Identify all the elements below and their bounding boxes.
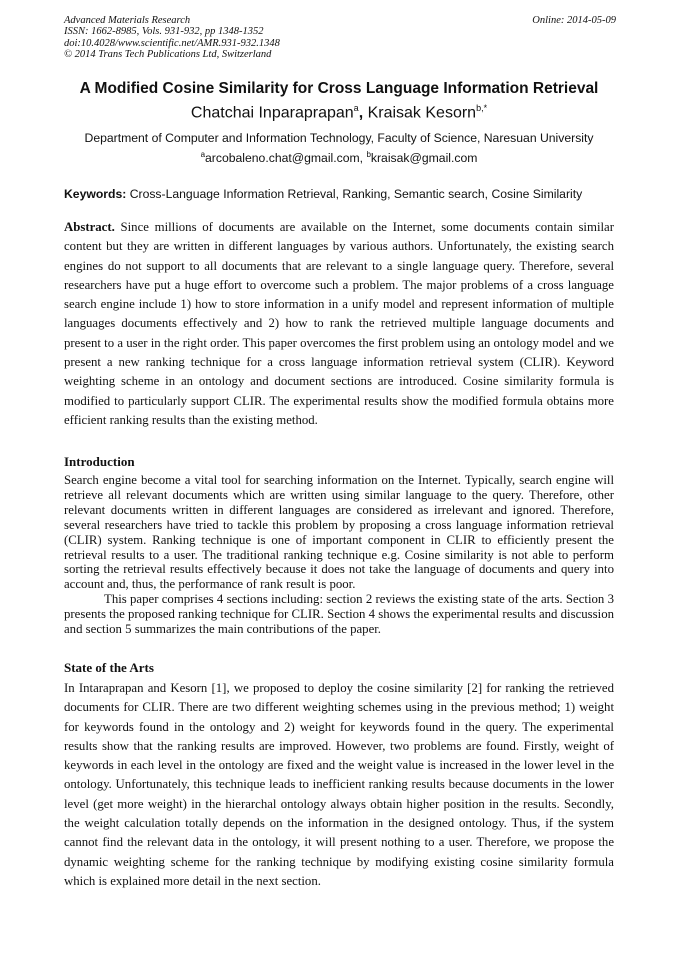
section-heading: Introduction [64, 454, 135, 469]
email-address: arcobaleno.chat@gmail.com, [205, 151, 367, 166]
email-superscript: a [200, 150, 206, 159]
email-address: kraisak@gmail.com [370, 151, 478, 166]
author-separator: , [358, 104, 368, 122]
paragraph: Search engine become a vital tool for searching information on the Internet. Typically, search engine will retrieve all relevant documents which are written using similar language to the query. Therefore, other relevant documents written in different languages are considered as irrelevant and ignored. Therefore, several researchers have tried to tackle this problem by proposing a cross language information retrieval (CLIR) system. Ranking technique is one of important component in CLIR to efficiently present the retrieval results to a user. The traditional ranking technique e.g. Cosine similarity is not able to perform sorting the retrieval results effectively because it does not take the language of documents and query into account and, thus, the performance of rank result is poor. [64, 473, 614, 592]
online-date: Online: 2014-05-09 [532, 15, 616, 26]
paper-title: A Modified Cosine Similarity for Cross Language Information Retrieval [79, 80, 599, 97]
abstract [64, 218, 614, 430]
abstract-text: Since millions of documents are available on the Internet, some documents contain similar content but they are written in different languages by various authors. Unfortunately, the existing search engines do not support to all documents that are relevant to a single language query. Therefore, several researchers have put a huge effort to overcome such a problem. The major problems of a cross language search engine include 1) how to store information in a unify model and represent information of multiple languages documents effectively and 2) how to rank the retrieved multiple language documents and present to a user in the right order. This paper overcomes the first problem using an ontology model and we present a new ranking technique for a cross language information retrieval system (CLIR). Keyword weighting scheme in an ontology and document sections are introduced. Cosine similarity formula is modified to particularly support CLIR. The experimental results show the modified formula obtains more efficient ranking results than the existing method. [64, 220, 614, 427]
author-name: Chatchai Inparaprapan [190, 104, 354, 122]
keywords-text: Cross-Language Information Retrieval, Ranking, Semantic search, Cosine Similarity [129, 187, 583, 201]
state-of-arts-body: In Intaraprapan and Kesorn [1], we proposed to deploy the cosine similarity [2] for ranking the retrieved documents for CLIR. There are two different weighting schemes using in the previous method; 1) weight for keywords found in the ontology and 2) weight for keywords found in the query. The experimental results show that the ranking results are improved. However, two problems are found. Firstly, weight of keywords in each level in the ontology are fixed and the weight value is increased in the lower level in the ontology. Unfortunately, this technique leads to inefficient ranking results because documents in the lower level (get more weight) in the hierarchal ontology always obtain higher position in the results. Secondly, the weight calculation totally depends on the information in the designed ontology. Thus, if the system cannot find the relevant data in the ontology, it will present nothing to a user. Therefore, we propose the dynamic weighting scheme for the ranking technique by modifying existing cosine similarity formula which is explained more detail in the next section. [64, 681, 614, 888]
author-superscript: a [353, 103, 359, 113]
author-superscript: b,* [476, 103, 488, 113]
introduction-body [64, 473, 614, 637]
author-line [0, 103, 678, 122]
section-heading: State of the Arts [64, 660, 154, 675]
keywords-line [64, 187, 616, 201]
journal-header [64, 15, 616, 60]
keywords-label: Keywords: [64, 187, 130, 201]
doi-line: doi:10.4028/www.scientific.net/AMR.931-932.1348 [64, 37, 280, 49]
affiliation: Department of Computer and Information Technology, Faculty of Science, Naresuan University [84, 131, 594, 145]
email-superscript: b [366, 150, 371, 159]
copyright-line: © 2014 Trans Tech Publications Ltd, Switzerland [64, 48, 272, 60]
abstract-label: Abstract. [64, 220, 115, 234]
issn-line: ISSN: 1662-8985, Vols. 931-932, pp 1348-1352 [64, 26, 264, 38]
paragraph: This paper comprises 4 sections including: section 2 reviews the existing state of the arts. Section 3 presents the proposed ranking technique for CLIR. Section 4 shows the experimental results and discussion and section 5 summarizes the main contributions of the paper. [64, 592, 614, 637]
journal-name: Advanced Materials Research [64, 15, 191, 26]
email-line [0, 150, 678, 165]
author-name: Kraisak Kesorn [367, 104, 477, 122]
